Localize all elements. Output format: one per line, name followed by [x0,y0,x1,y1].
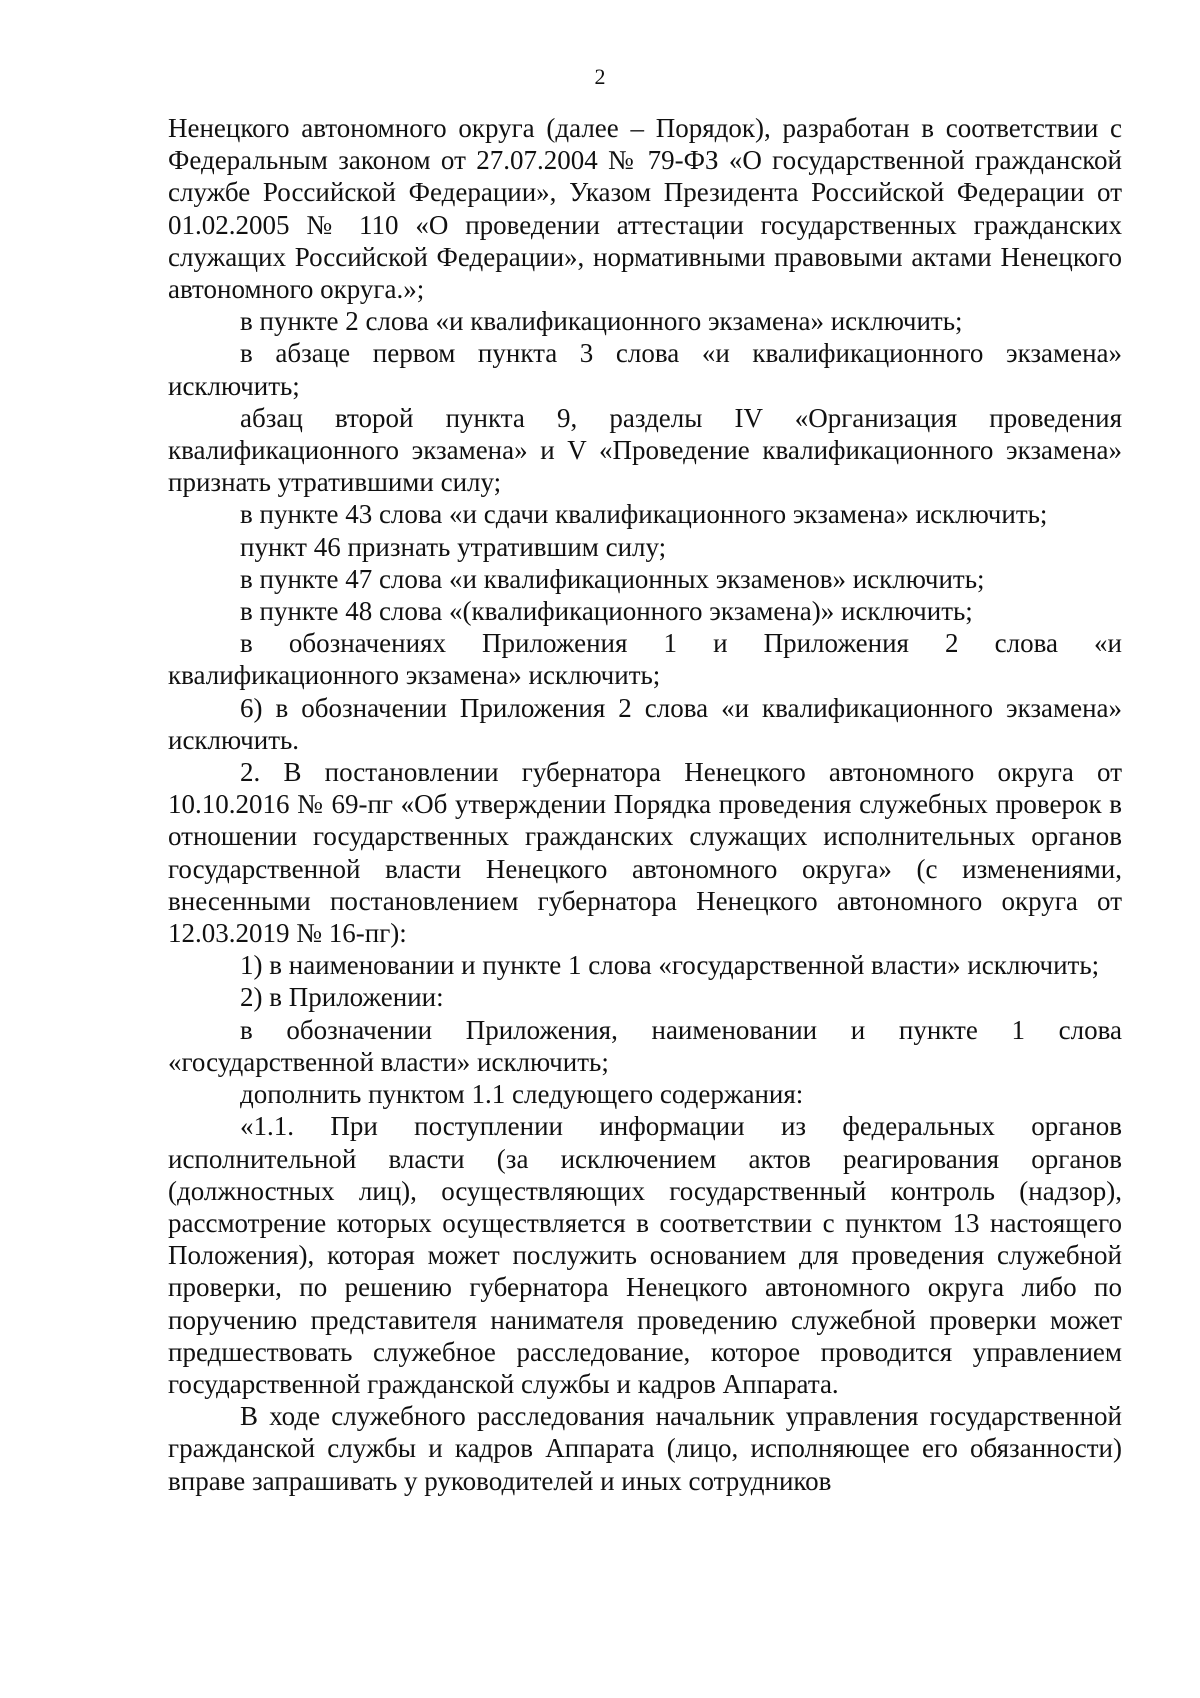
paragraph-appendix-designation: в обозначении Приложения, наименовании и пункте 1 слова «государственной власти» исключить; [168,1014,1122,1077]
paragraph-point-48: в пункте 48 слова «(квалификационного экзамена)» исключить; [240,596,973,627]
paragraph-item-6: 6) в обозначении Приложения 2 слова «и квалификационного экзамена» исключить. [168,692,1122,755]
paragraph-subitem-2: 2) в Приложении: [240,982,444,1013]
paragraph-point-43: в пункте 43 слова «и сдачи квалификационного экзамена» исключить; [240,499,1048,530]
paragraph-order-basis: Ненецкого автономного округа (далее – Порядок), разработан в соответствии с Федеральным законом от 27.07.2004 № 79-ФЗ «О государственной гражданской службе Российской Федерации», Указом Президента Российской Федерации от 01.02.2005 № 110 «О проведении аттестации государственных гражданских служащих Российской Федерации», нормативными правовыми актами Ненецкого автономного округа.»; [168,113,1122,305]
page-number: 2 [594,64,606,89]
paragraph-subitem-1: 1) в наименовании и пункте 1 слова «государственной власти» исключить; [240,950,1100,981]
paragraph-sections-iv-v: абзац второй пункта 9, разделы IV «Организация проведения квалификационного экзамена» и V «Проведение квалификационного экзамена» признать утратившими силу; [168,402,1122,498]
document-body [168,112,1122,1497]
paragraph-point-1-1-text: «1.1. При поступлении информации из федеральных органов исполнительной власти (за исключением актов реагирования органов (должностных лиц), осуществляющих государственный контроль (надзор), рассмотрение которых осуществляется в соответствии с пунктом 13 настоящего Положения), которая может послужить основанием для проведения служебной проверки, по решению губернатора Ненецкого автономного округа либо по поручению представителя нанимателя проведению служебной проверки может предшествовать служебное расследование, которое проводится управлением государственной гражданской службы и кадров Аппарата. [168,1111,1122,1399]
paragraph-section-2: 2. В постановлении губернатора Ненецкого автономного округа от 10.10.2016 № 69-пг «Об утверждении Порядка проведения служебных проверок в отношении государственных гражданских служащих исполнительных органов государственной власти Ненецкого автономного округа» (с изменениями, внесенными постановлением губернатора Ненецкого автономного округа от 12.03.2019 № 16-пг): [168,757,1122,949]
paragraph-investigation: В ходе служебного расследования начальник управления государственной гражданской службы и кадров Аппарата (лицо, исполняющее его обязанности) вправе запрашивать у руководителей и иных сотрудников [168,1401,1122,1496]
paragraph-appendix-designations: в обозначениях Приложения 1 и Приложения 2 слова «и квалификационного экзамена» исключить; [168,628,1122,691]
paragraph-point-2: в пункте 2 слова «и квалификационного экзамена» исключить; [240,306,963,337]
paragraph-point-3: в абзаце первом пункта 3 слова «и квалификационного экзамена» исключить; [168,338,1122,401]
paragraph-point-46: пункт 46 признать утратившим силу; [240,531,667,562]
paragraph-add-point-1-1: дополнить пунктом 1.1 следующего содержания: [240,1079,804,1110]
paragraph-point-47: в пункте 47 слова «и квалификационных экзаменов» исключить; [240,563,985,594]
